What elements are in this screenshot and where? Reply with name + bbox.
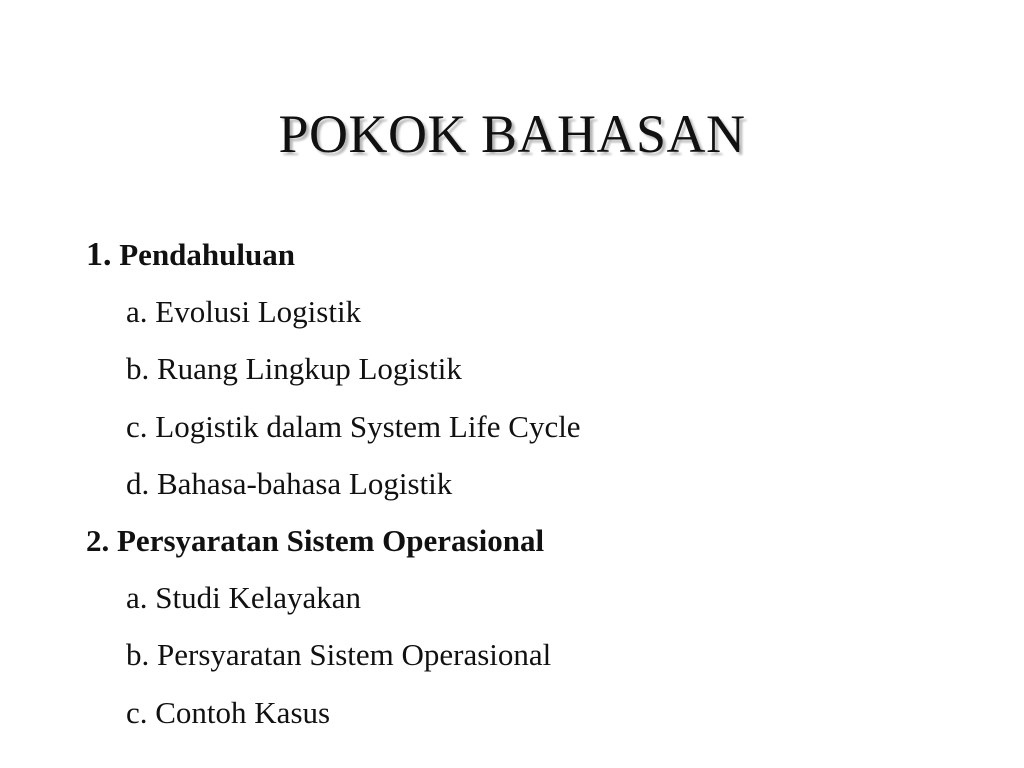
slide-title: POKOK BAHASAN [278, 104, 746, 164]
subtopic-item: b. Persyaratan Sistem Operasional [126, 637, 552, 673]
section-number: 2. [86, 522, 110, 558]
section-title: Pendahuluan [119, 237, 296, 272]
section-number: 1. [86, 236, 112, 273]
subtopic-item: c. Logistik dalam System Life Cycle [126, 408, 581, 444]
section-heading-1 [86, 226, 986, 283]
subtopic-item: d. Bahasa-bahasa Logistik [126, 465, 453, 501]
subtopic-item: a. Evolusi Logistik [126, 294, 362, 330]
subtopic-item: a. Studi Kelayakan [126, 580, 362, 616]
section-heading-2 [86, 512, 986, 569]
subtopic-item: b. Ruang Lingkup Logistik [126, 351, 462, 387]
topic-list [86, 226, 986, 741]
section-title: Persyaratan Sistem Operasional [117, 522, 545, 558]
subtopic-item: c. Contoh Kasus [126, 694, 331, 730]
